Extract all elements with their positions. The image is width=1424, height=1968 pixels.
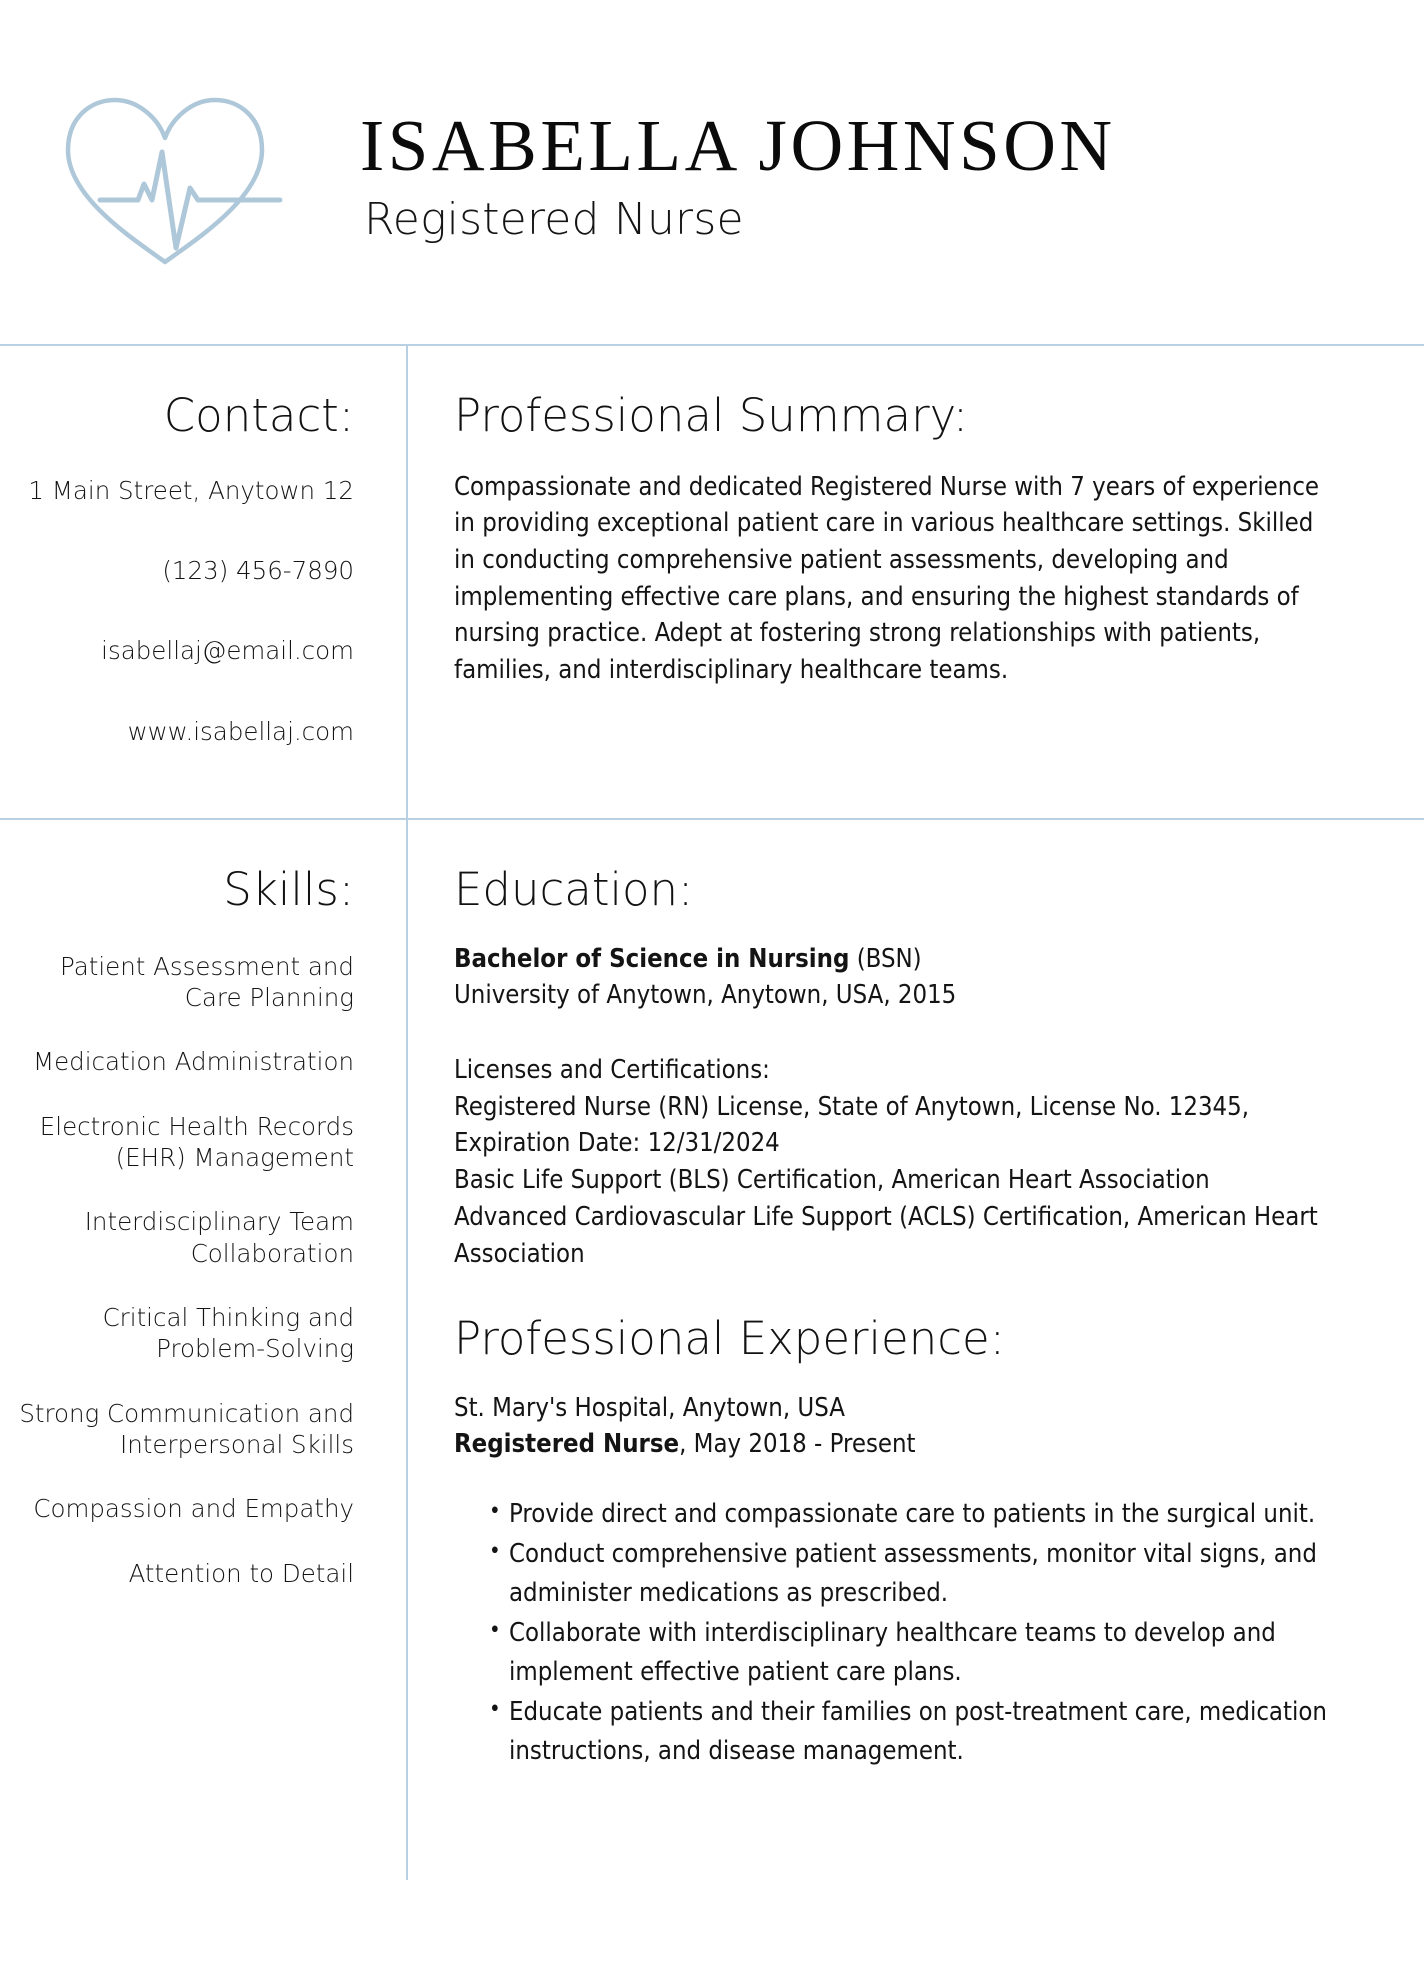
experience-entry bbox=[454, 1390, 1379, 1463]
education-heading: Education: bbox=[454, 863, 694, 916]
contact-heading: Contact: bbox=[163, 389, 354, 442]
role-dates: , May 2018 - Present bbox=[679, 1429, 916, 1460]
logo-container bbox=[0, 0, 330, 345]
duty-text: Collaborate with interdisciplinary healthcare teams to develop and implement effective patient care plans. bbox=[509, 1617, 1276, 1688]
employer-line: St. Mary's Hospital, Anytown, USA bbox=[454, 1392, 845, 1423]
education-experience-section bbox=[406, 820, 1424, 1900]
skill-item: Patient Assessment and Care Planning bbox=[60, 951, 354, 1012]
degree-name: Bachelor of Science in Nursing bbox=[454, 943, 850, 974]
duties-list bbox=[454, 1495, 1379, 1772]
job-title: Registered Nurse bbox=[364, 194, 744, 246]
certification-item: Advanced Cardiovascular Life Support (ACLS) Certification, American Heart Association bbox=[454, 1201, 1318, 1269]
contact-list bbox=[0, 475, 354, 747]
duty-item bbox=[489, 1614, 1379, 1693]
band-contact-summary bbox=[0, 346, 1424, 818]
duty-text: Provide direct and compassionate care to patients in the surgical unit. bbox=[509, 1499, 1316, 1530]
contact-address: 1 Main Street, Anytown 12 bbox=[28, 475, 354, 505]
skill-item: Electronic Health Records (EHR) Management bbox=[39, 1111, 354, 1172]
name-block bbox=[330, 100, 1424, 246]
skill-item: Compassion and Empathy bbox=[33, 1494, 354, 1524]
contact-section bbox=[0, 346, 406, 818]
summary-text: Compassionate and dedicated Registered Nurse with 7 years of experience in providing exceptional patient care in various healthcare settings. Skilled in conducting comprehensive patient assessments, developing and implementing effective care plans, and ensuring the highest standards of nursing practice. Adept at fostering strong relationships with patients, families, and interdisciplinary healthcare teams. bbox=[454, 471, 1320, 686]
degree-line bbox=[454, 941, 1379, 978]
contact-phone[interactable]: (123) 456-7890 bbox=[162, 555, 354, 585]
skill-item: Attention to Detail bbox=[128, 1558, 354, 1588]
heart-heartbeat-icon bbox=[40, 80, 290, 275]
skills-heading: Skills: bbox=[223, 863, 354, 916]
role-title: Registered Nurse bbox=[454, 1429, 680, 1460]
institution-line: University of Anytown, Anytown, USA, 2015 bbox=[454, 980, 957, 1011]
resume-header bbox=[0, 0, 1424, 345]
degree-abbrev: (BSN) bbox=[849, 943, 922, 974]
certification-item: Basic Life Support (BLS) Certification, American Heart Association bbox=[454, 1165, 1210, 1196]
skill-item: Interdisciplinary Team Collaboration bbox=[84, 1207, 354, 1268]
education-entry bbox=[454, 941, 1379, 1014]
certifications-block bbox=[454, 1052, 1354, 1272]
summary-section bbox=[406, 346, 1424, 818]
duty-text: Conduct comprehensive patient assessments, monitor vital signs, and administer medications as prescribed. bbox=[509, 1538, 1317, 1609]
bullet-icon: • bbox=[489, 1617, 501, 1643]
duty-item bbox=[489, 1535, 1379, 1614]
experience-heading: Professional Experience: bbox=[454, 1312, 1005, 1366]
certifications-heading: Licenses and Certifications: bbox=[454, 1054, 770, 1085]
role-line bbox=[454, 1426, 1379, 1463]
band-skills-education bbox=[0, 820, 1424, 1900]
skill-item: Critical Thinking and Problem-Solving bbox=[102, 1303, 354, 1364]
duty-item bbox=[489, 1693, 1379, 1772]
duty-text: Educate patients and their families on post-treatment care, medication instructions, and disease management. bbox=[509, 1696, 1327, 1767]
contact-website[interactable]: www.isabellaj.com bbox=[127, 716, 354, 746]
bullet-icon: • bbox=[489, 1538, 501, 1564]
certification-item: Expiration Date: 12/31/2024 bbox=[454, 1128, 780, 1159]
certification-item: Registered Nurse (RN) License, State of Anytown, License No. 12345, bbox=[454, 1091, 1250, 1122]
page-title: ISABELLA JOHNSON bbox=[360, 104, 1116, 186]
summary-heading: Professional Summary: bbox=[454, 389, 969, 442]
skill-item: Medication Administration bbox=[32, 1047, 354, 1077]
bullet-icon: • bbox=[489, 1499, 501, 1525]
skill-item: Strong Communication and Interpersonal Skills bbox=[19, 1398, 354, 1460]
skills-section bbox=[0, 820, 406, 1900]
bullet-icon: • bbox=[489, 1696, 501, 1722]
duty-item bbox=[489, 1495, 1379, 1535]
contact-email[interactable]: isabellaj@email.com bbox=[101, 636, 354, 666]
skills-list bbox=[0, 951, 354, 1590]
